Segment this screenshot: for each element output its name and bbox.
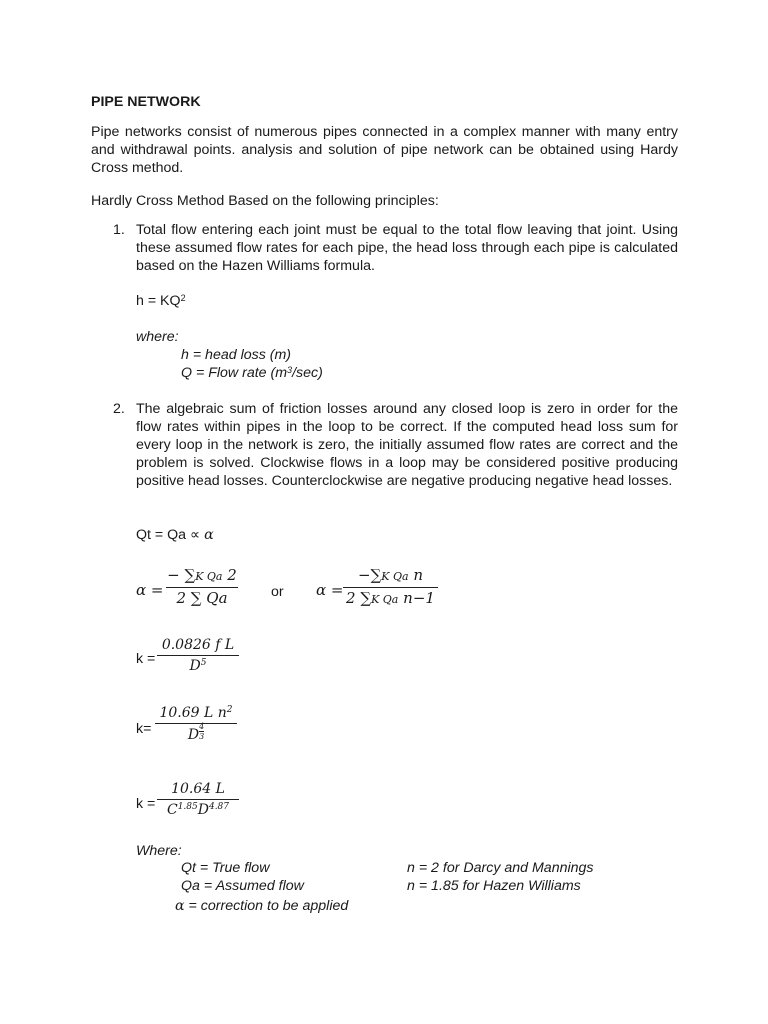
definition-n-darcy: n = 2 for Darcy and Mannings: [407, 860, 594, 876]
k2-denominator-exponent: [199, 722, 204, 741]
alpha-denominator-1: 2 ∑ Qa: [176, 589, 228, 607]
or-text: or: [271, 584, 284, 600]
page-title: PIPE NETWORK: [91, 94, 201, 110]
alpha-eq-lhs-2: α =: [316, 581, 344, 599]
alpha-fraction-1: [166, 565, 238, 608]
alpha-eq-lhs-1: α =: [136, 581, 164, 599]
intro-paragraph: Pipe networks consist of numerous pipes connected in a complex manner with many entry and withdrawal points. analysis and solution of pipe network can be obtained using Hardy Cross method.: [91, 124, 678, 176]
k2-denominator: [155, 724, 237, 744]
alpha-denominator-2-power: n−1: [403, 589, 435, 607]
alpha-numerator-2-sum: −∑: [357, 566, 382, 584]
definition-correction: [175, 897, 348, 915]
where-label-2: Where:: [136, 843, 182, 859]
k-lhs-2: k=: [136, 721, 152, 737]
true-flow-equation-text: Qt = Qa ∝: [136, 527, 201, 543]
alpha-numerator-1-kqa: K Qa: [195, 570, 223, 583]
k-lhs-1: k =: [136, 651, 156, 667]
k3-numerator: 10.64 L: [171, 781, 225, 797]
alpha-numerator-1: [166, 565, 238, 587]
principles-lead: Hardly Cross Method Based on the following principles:: [91, 193, 439, 209]
list-number-1: 1.: [113, 222, 125, 238]
definition-true-flow: Qt = True flow: [181, 860, 270, 876]
definition-correction-text: = correction to be applied: [184, 898, 349, 914]
k-fraction-3: [157, 779, 239, 820]
k-fraction-1: [157, 635, 239, 676]
k-fraction-2: [155, 703, 237, 744]
true-flow-equation: [136, 526, 214, 544]
k3-denominator: [157, 800, 239, 820]
k2-numerator-base: 10.69 L n: [159, 705, 227, 721]
head-loss-formula: [136, 292, 186, 310]
list-number-2: 2.: [113, 401, 125, 417]
head-loss-formula-exponent: 2: [180, 293, 186, 303]
definition-n-hazen: n = 1.85 for Hazen Williams: [407, 878, 581, 894]
k1-denominator: [157, 656, 239, 676]
alpha-symbol: α: [175, 898, 185, 914]
k3-c: C: [166, 802, 178, 818]
alpha-denominator-2-sum: 2 ∑: [346, 589, 372, 607]
k3-d-exponent: 4.87: [208, 802, 230, 812]
alpha-numerator-2: [343, 565, 438, 587]
list-item-2-text: The algebraic sum of friction losses around any closed loop is zero in order for the flow rates within pipes in the loop to be correct. If the computed head loss sum for every loop in the network is zero, the initially assumed flow rates are correct and the problem is solved. Clockwise flows in a loop may be considered positive producing positive head losses. Counterclockwise are negative producing negative head losses.: [136, 401, 678, 489]
alpha-numerator-1-power: 2: [227, 566, 237, 584]
k1-numerator: 0.0826 f L: [161, 637, 235, 653]
k3-c-exponent: 1.85: [177, 802, 198, 812]
alpha-numerator-1-sum: − ∑: [167, 566, 196, 584]
k2-exp-numerator: 4: [199, 722, 205, 731]
flow-rate-post: /sec): [292, 365, 323, 381]
definition-head-loss: h = head loss (m): [181, 347, 292, 363]
alpha-numerator-2-power: n: [413, 566, 424, 584]
k1-denominator-base: D: [189, 658, 201, 674]
flow-rate-pre: Q = Flow rate (m: [181, 365, 288, 381]
definition-flow-rate: [181, 364, 323, 382]
alpha-denominator-2: [343, 588, 438, 610]
alpha-denominator-2-kqa: K Qa: [371, 593, 399, 606]
k-lhs-3: k =: [136, 796, 156, 812]
k1-denominator-exponent: 5: [200, 658, 207, 668]
alpha-fraction-2: [343, 565, 438, 610]
head-loss-formula-base: h = KQ: [136, 293, 181, 309]
alpha-symbol: α: [204, 527, 214, 543]
k2-exp-denominator: 3: [199, 732, 205, 741]
k2-numerator-exponent: 2: [226, 705, 233, 715]
definition-assumed-flow: Qa = Assumed flow: [181, 878, 304, 894]
k2-denominator-base: D: [187, 727, 200, 743]
k2-numerator: [155, 703, 237, 723]
k3-d: D: [197, 802, 209, 818]
alpha-numerator-2-kqa: K Qa: [381, 570, 409, 583]
where-label-1: where:: [136, 329, 179, 345]
flow-rate-exponent: 3: [287, 365, 293, 375]
list-item-1-text: Total flow entering each joint must be equal to the total flow leaving that joint. Using these assumed flow rates for each pipe, the head loss through each pipe is calculated based on the Hazen Williams formula.: [136, 222, 678, 274]
